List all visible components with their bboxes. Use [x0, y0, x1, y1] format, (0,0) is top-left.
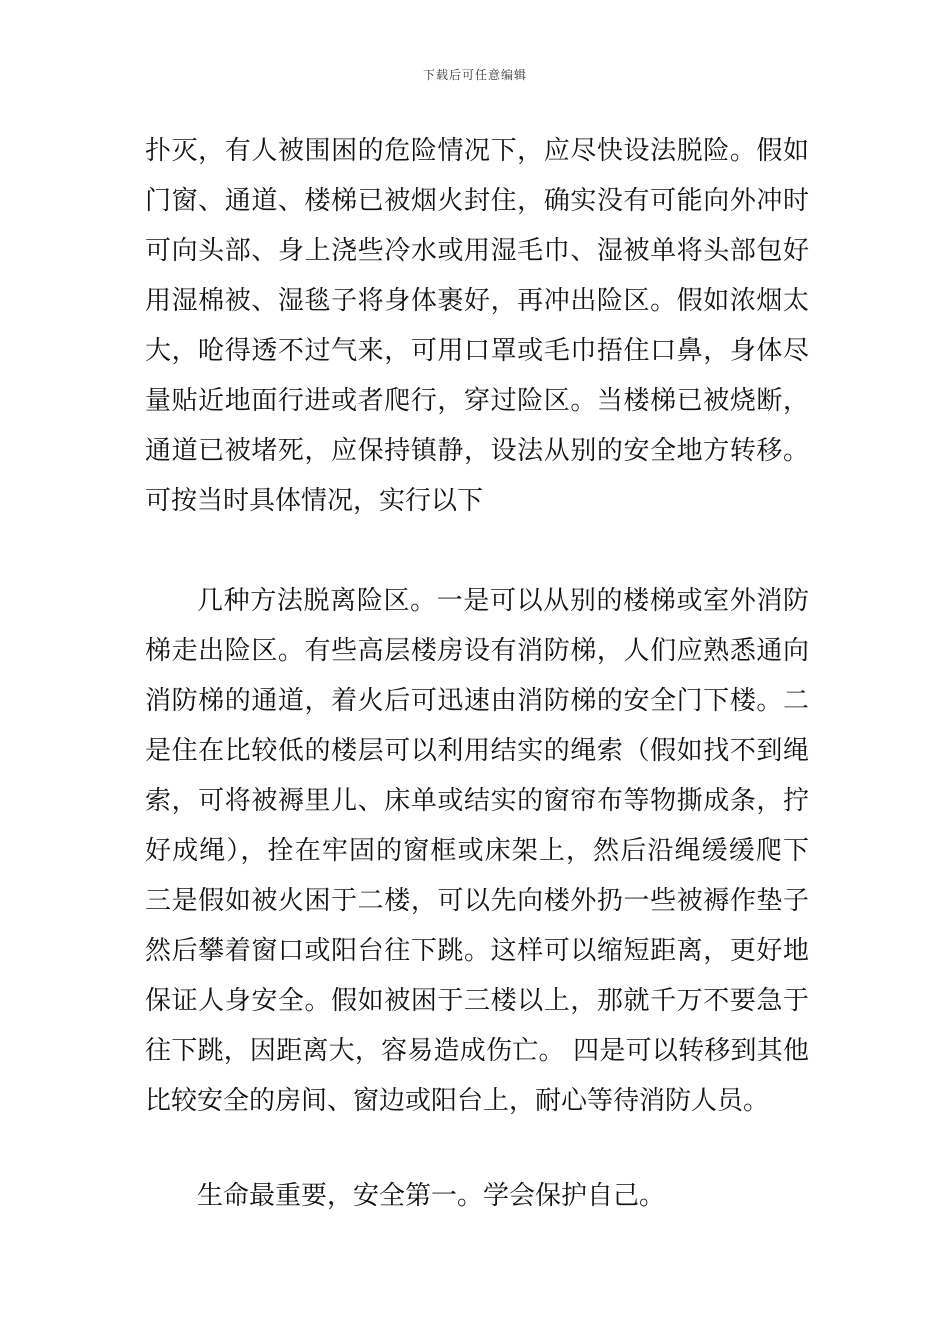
page-header: 下载后可任意编辑 — [422, 68, 527, 82]
paragraph-3 — [145, 1171, 809, 1221]
text-line: 通道已被堵死，应保持镇静，设法从别的安全地方转移。 — [145, 436, 809, 466]
text-line: 三是假如被火困于二楼，可以先向楼外扔一些被褥作垫子 — [145, 886, 809, 916]
text-line: 保证人身安全。假如被困于三楼以上，那就千万不要急于 — [145, 986, 809, 1016]
paragraph-1 — [145, 126, 809, 526]
text-line: 消防梯的通道，着火后可迅速由消防梯的安全门下楼。二 — [145, 686, 809, 716]
text-line: 然后攀着窗口或阳台往下跳。这样可以缩短距离，更好地 — [145, 936, 809, 966]
text-line: 是住在比较低的楼层可以利用结实的绳索（假如找不到绳 — [145, 736, 809, 766]
text-line: 生命最重要，安全第一。学会保护自己。 — [197, 1181, 666, 1211]
text-line: 量贴近地面行进或者爬行，穿过险区。当楼梯已被烧断， — [145, 386, 809, 416]
text-line: 几种方法脱离险区。一是可以从别的楼梯或室外消防 — [197, 586, 809, 616]
text-line: 可向头部、身上浇些冷水或用湿毛巾、湿被单将头部包好 — [145, 236, 809, 266]
text-line: 往下跳，因距离大，容易造成伤亡。 四是可以转移到其他 — [145, 1036, 809, 1066]
text-line: 梯走出险区。有些高层楼房设有消防梯，人们应熟悉通向 — [145, 636, 809, 666]
text-line: 用湿棉被、湿毯子将身体裹好，再冲出险区。假如浓烟太 — [145, 286, 809, 316]
text-line: 扑灭，有人被围困的危险情况下，应尽快设法脱险。假如 — [145, 136, 809, 166]
text-line: 大，呛得透不过气来，可用口罩或毛巾捂住口鼻，身体尽 — [145, 336, 809, 366]
text-line: 索，可将被褥里儿、床单或结实的窗帘布等物撕成条，拧 — [145, 786, 809, 816]
text-line: 比较安全的房间、窗边或阳台上，耐心等待消防人员。 — [145, 1086, 770, 1116]
text-line: 好成绳），拴在牢固的窗框或床架上，然后沿绳缓缓爬下 — [145, 836, 809, 866]
text-line: 可按当时具体情况，实行以下 — [145, 486, 484, 516]
paragraph-2 — [145, 576, 809, 1126]
text-line: 门窗、通道、楼梯已被烟火封住，确实没有可能向外冲时 — [145, 186, 809, 216]
